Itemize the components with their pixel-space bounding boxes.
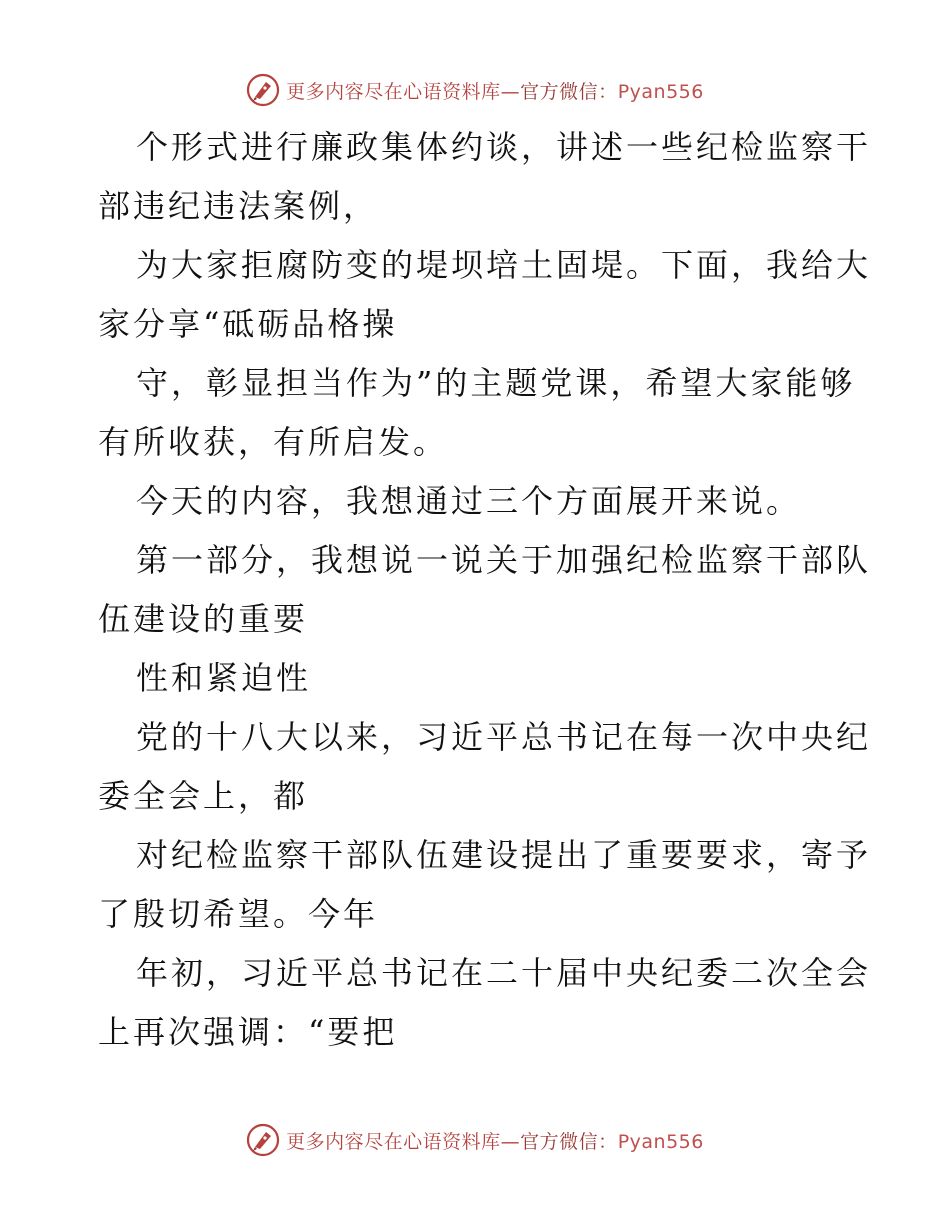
pen-nib-logo-icon — [246, 73, 280, 107]
paragraph-line: 第一部分，我想说一说关于加强纪检监察干部队 — [136, 541, 872, 579]
paragraph-line: 上再次强调：“要把 — [98, 1013, 398, 1051]
footer-separator: — — [500, 1130, 521, 1153]
paragraph-line: 性和紧迫性 — [136, 659, 312, 697]
paragraph-line: 年初，习近平总书记在二十届中央纪委二次全会 — [136, 954, 872, 992]
footer-banner — [0, 1120, 950, 1160]
paragraph-line: 党的十八大以来，习近平总书记在每一次中央纪 — [136, 718, 872, 756]
paragraph-line: 伍建设的重要 — [98, 600, 309, 638]
paragraph-line: 家分享“砥砺品格操 — [98, 305, 398, 343]
document-body — [98, 118, 872, 1062]
paragraph-line: 为大家拒腐防变的堤坝培土固堤。下面，我给大 — [136, 246, 872, 284]
pen-nib-logo-icon — [246, 1123, 280, 1157]
paragraph-line: 今天的内容，我想通过三个方面展开来说。 — [136, 482, 802, 520]
paragraph-line: 委全会上，都 — [98, 777, 309, 815]
header-text — [286, 77, 704, 104]
header-brand-text: 更多内容尽在心语资料库 — [286, 80, 501, 103]
header-separator: — — [500, 80, 521, 103]
paragraph-line: 守，彰显担当作为”的主题党课，希望大家能够 — [136, 364, 856, 402]
footer-wechat-id: Pyan556 — [617, 1130, 704, 1153]
header-banner — [0, 70, 950, 110]
header-wechat-label: 官方微信： — [520, 80, 618, 103]
paragraph-line: 有所收获，有所启发。 — [98, 423, 449, 461]
footer-brand-text: 更多内容尽在心语资料库 — [286, 1130, 501, 1153]
footer-wechat-label: 官方微信： — [520, 1130, 618, 1153]
paragraph-line: 个形式进行廉政集体约谈，讲述一些纪检监察干 — [136, 128, 872, 166]
paragraph-line: 了殷切希望。今年 — [98, 895, 379, 933]
footer-text — [286, 1127, 704, 1154]
paragraph-line: 对纪检监察干部队伍建设提出了重要要求，寄予 — [136, 836, 872, 874]
header-wechat-id: Pyan556 — [617, 80, 704, 103]
paragraph-line: 部违纪违法案例， — [98, 187, 379, 225]
